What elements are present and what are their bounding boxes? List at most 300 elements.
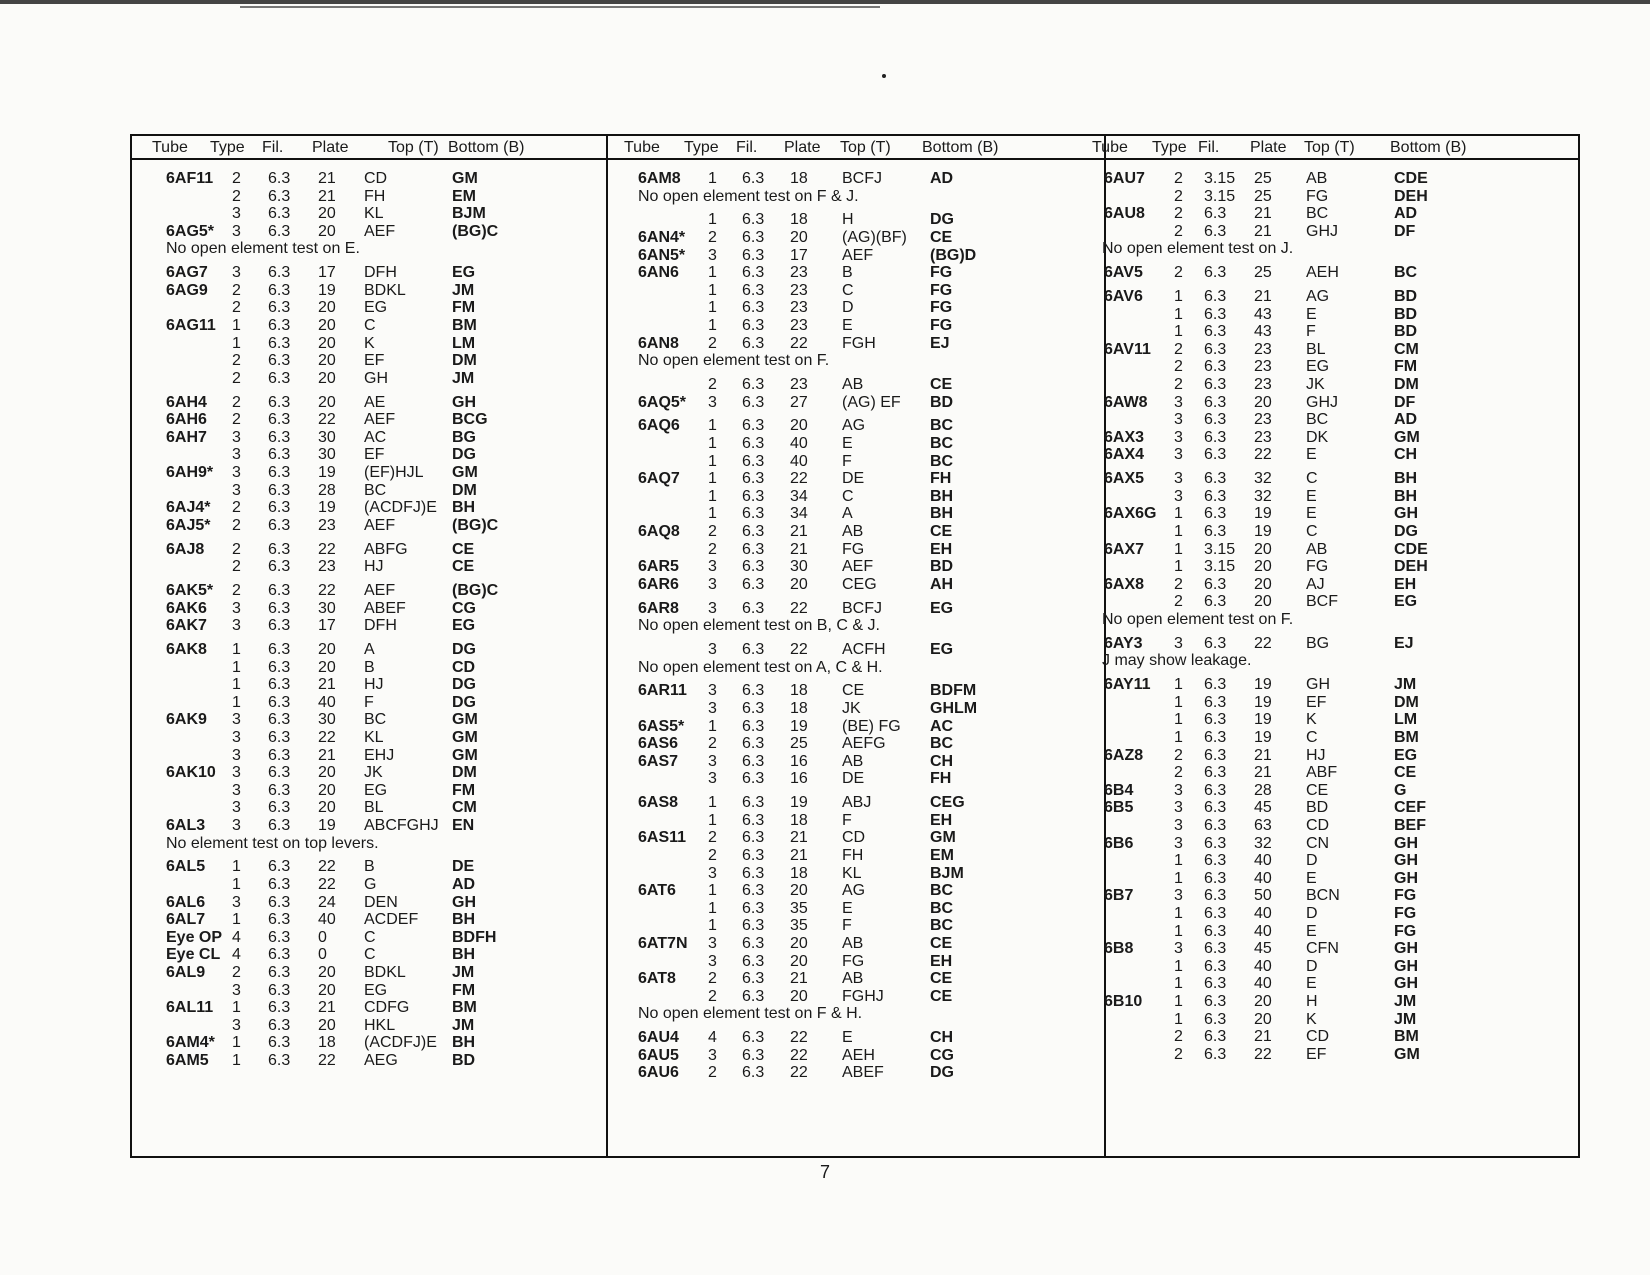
cell-top: AC xyxy=(364,428,387,446)
tube-row xyxy=(132,394,608,412)
cell-plate: 30 xyxy=(318,599,336,617)
cell-bottom: BH xyxy=(452,1034,476,1052)
cell-fil: 6.3 xyxy=(742,752,765,770)
cell-type: 3 xyxy=(708,935,717,952)
cell-bottom: CE xyxy=(930,229,953,246)
cell-tube: 6AF11 xyxy=(166,170,214,187)
cell-type: 3 xyxy=(232,781,241,799)
cell-bottom: BD xyxy=(1394,288,1418,305)
tube-row xyxy=(1104,729,1578,747)
cell-plate: 30 xyxy=(318,446,336,464)
cell-fil: 6.3 xyxy=(1204,852,1227,870)
tube-row xyxy=(608,317,1104,335)
cell-type: 1 xyxy=(232,858,241,876)
tube-row xyxy=(608,1064,1104,1082)
cell-type: 1 xyxy=(708,487,717,505)
cell-bottom: CG xyxy=(452,599,476,617)
tube-row xyxy=(1104,676,1578,694)
header-tube: Tube xyxy=(152,139,188,156)
cell-plate: 25 xyxy=(1254,187,1272,205)
cell-plate: 19 xyxy=(1254,729,1272,746)
cell-fil: 6.3 xyxy=(1204,975,1227,993)
tube-row xyxy=(1104,593,1578,611)
speck-mark xyxy=(882,74,886,78)
page-top-edge xyxy=(0,0,1650,4)
cell-type: 1 xyxy=(1174,693,1183,711)
tube-row xyxy=(1104,635,1578,653)
header-top: Top (T) xyxy=(388,139,439,156)
cell-bottom: BCG xyxy=(452,411,488,429)
tube-row xyxy=(608,682,1104,700)
cell-type: 1 xyxy=(1174,852,1183,870)
cell-top: BDKL xyxy=(364,281,406,299)
cell-plate: 21 xyxy=(318,746,336,764)
cell-fil: 6.3 xyxy=(268,641,291,658)
cell-fil: 6.3 xyxy=(268,481,291,499)
cell-plate: 17 xyxy=(318,617,336,635)
cell-fil: 6.3 xyxy=(742,794,765,812)
cell-plate: 17 xyxy=(318,264,336,282)
cell-tube: 6AS8 xyxy=(638,794,679,812)
cell-type: 1 xyxy=(232,334,241,352)
cell-tube: 6AQ6 xyxy=(638,417,680,435)
tube-row xyxy=(132,617,608,635)
cell-top: ABJ xyxy=(842,794,872,812)
cell-type: 2 xyxy=(232,411,241,429)
tube-row xyxy=(132,1052,608,1070)
test-note: No open element test on J. xyxy=(1102,240,1294,258)
cell-type: 2 xyxy=(1174,746,1183,764)
cell-type: 1 xyxy=(708,794,717,812)
cell-type: 2 xyxy=(708,376,717,393)
cell-tube: Eye OP xyxy=(166,928,223,946)
cell-fil: 6.3 xyxy=(268,876,291,893)
cell-top: GH xyxy=(364,369,388,387)
cell-top: EF xyxy=(1306,1045,1327,1063)
cell-fil: 6.3 xyxy=(742,334,765,352)
cell-bottom: BD xyxy=(1394,305,1418,323)
cell-plate: 28 xyxy=(318,481,336,499)
cell-type: 3 xyxy=(232,464,241,481)
cell-tube: 6AQ7 xyxy=(638,470,680,488)
cell-top: FGH xyxy=(842,334,876,352)
tube-row xyxy=(132,541,608,559)
cell-bottom: DF xyxy=(1394,393,1416,411)
cell-bottom: EJ xyxy=(1394,634,1414,652)
cell-plate: 19 xyxy=(318,281,336,299)
cell-top: G xyxy=(364,876,377,893)
tube-row xyxy=(132,223,608,241)
cell-fil: 6.3 xyxy=(268,981,291,999)
cell-bottom: BC xyxy=(930,435,954,452)
cell-type: 1 xyxy=(708,470,717,488)
cell-top: B xyxy=(842,264,853,282)
cell-bottom: DM xyxy=(1394,693,1419,711)
cell-bottom: DEH xyxy=(1394,558,1428,576)
tube-row xyxy=(608,735,1104,753)
tube-row xyxy=(132,711,608,729)
cell-bottom: BH xyxy=(1394,487,1418,505)
cell-top: KL xyxy=(364,729,384,746)
cell-fil: 6.3 xyxy=(742,987,765,1005)
cell-tube: 6AU4 xyxy=(638,1029,679,1047)
tube-row xyxy=(1104,887,1578,905)
cell-plate: 20 xyxy=(790,987,808,1005)
cell-bottom: (BG)C xyxy=(452,222,499,240)
tube-row xyxy=(608,435,1104,453)
cell-tube: 6AN6 xyxy=(638,264,679,282)
cell-top: GH xyxy=(1306,676,1330,694)
cell-type: 3 xyxy=(1174,393,1183,411)
cell-top: K xyxy=(364,334,375,352)
cell-type: 3 xyxy=(708,770,717,788)
cell-plate: 20 xyxy=(790,935,808,952)
cell-top: FG xyxy=(1306,558,1329,576)
cell-type: 1 xyxy=(232,911,241,929)
cell-type: 2 xyxy=(708,334,717,352)
cell-plate: 19 xyxy=(318,464,336,481)
tube-row xyxy=(1104,170,1578,188)
cell-fil: 6.3 xyxy=(268,711,291,729)
cell-plate: 21 xyxy=(790,847,808,864)
tube-row xyxy=(132,582,608,600)
cell-top: AEH xyxy=(842,1046,875,1064)
cell-tube: 6AG5* xyxy=(166,222,215,240)
cell-top: CEG xyxy=(842,575,877,593)
cell-bottom: AD xyxy=(1394,411,1418,429)
cell-top: E xyxy=(842,435,853,452)
cell-fil: 6.3 xyxy=(742,682,765,700)
cell-tube: 6AU7 xyxy=(1104,170,1145,187)
cell-plate: 32 xyxy=(1254,470,1272,488)
cell-type: 2 xyxy=(708,970,717,988)
cell-type: 2 xyxy=(1174,187,1183,205)
cell-plate: 20 xyxy=(318,352,336,370)
cell-top: CFN xyxy=(1306,940,1339,958)
cell-bottom: JM xyxy=(1394,1010,1417,1028)
cell-tube: 6AX5 xyxy=(1104,470,1145,488)
cell-plate: 22 xyxy=(790,1046,808,1064)
cell-type: 1 xyxy=(708,811,717,829)
tube-row xyxy=(608,453,1104,471)
cell-type: 1 xyxy=(1174,558,1183,576)
cell-fil: 6.3 xyxy=(742,770,765,788)
cell-bottom: BC xyxy=(930,899,954,917)
cell-fil: 6.3 xyxy=(268,352,291,370)
cell-plate: 22 xyxy=(790,641,808,658)
tube-row xyxy=(132,370,608,388)
cell-bottom: GM xyxy=(1394,1045,1420,1063)
cell-fil: 6.3 xyxy=(1204,523,1227,540)
cell-tube: 6B6 xyxy=(1104,834,1134,852)
cell-type: 3 xyxy=(1174,817,1183,834)
tube-row xyxy=(1104,358,1578,376)
tube-row xyxy=(1104,905,1578,923)
tube-row xyxy=(608,576,1104,594)
cell-top: HJ xyxy=(364,558,384,576)
cell-bottom: GH xyxy=(1394,940,1418,958)
cell-top: EG xyxy=(1306,358,1330,376)
tube-row xyxy=(608,917,1104,935)
cell-bottom: AH xyxy=(930,575,954,593)
cell-fil: 6.3 xyxy=(742,505,765,523)
cell-type: 3 xyxy=(708,599,717,617)
cell-top: EF xyxy=(364,352,385,370)
cell-tube: 6AL9 xyxy=(166,964,206,981)
cell-type: 2 xyxy=(232,540,241,558)
header-top: Top (T) xyxy=(1304,139,1355,156)
cell-bottom: EH xyxy=(930,811,953,829)
cell-bottom: (BG)C xyxy=(452,516,499,534)
cell-plate: 23 xyxy=(790,317,808,334)
cell-plate: 20 xyxy=(1254,993,1272,1010)
tube-row xyxy=(132,411,608,429)
cell-top: C xyxy=(1306,523,1318,540)
cell-fil: 6.3 xyxy=(742,540,765,558)
cell-plate: 20 xyxy=(318,369,336,387)
page-number: 7 xyxy=(819,1162,830,1182)
cell-top: E xyxy=(1306,869,1317,887)
tube-row xyxy=(608,488,1104,506)
cell-top: AB xyxy=(842,970,864,988)
cell-fil: 6.3 xyxy=(268,1016,291,1034)
cell-type: 1 xyxy=(1174,922,1183,940)
cell-plate: 43 xyxy=(1254,323,1272,341)
cell-top: AB xyxy=(1306,540,1328,558)
cell-bottom: BD xyxy=(1394,323,1418,341)
tube-row xyxy=(608,641,1104,659)
cell-bottom: DG xyxy=(452,641,476,658)
cell-fil: 6.3 xyxy=(1204,634,1227,652)
cell-fil: 6.3 xyxy=(742,229,765,246)
cell-type: 3 xyxy=(232,264,241,282)
tube-row xyxy=(608,829,1104,847)
cell-type: 1 xyxy=(708,917,717,935)
cell-bottom: GH xyxy=(1394,505,1418,523)
cell-bottom: FH xyxy=(930,470,952,488)
cell-fil: 6.3 xyxy=(1204,593,1227,611)
cell-tube: 6AG9 xyxy=(166,281,208,299)
cell-bottom: EG xyxy=(452,617,476,635)
tube-row xyxy=(132,641,608,659)
cell-plate: 23 xyxy=(790,281,808,299)
cell-type: 1 xyxy=(232,999,241,1017)
cell-top: F xyxy=(842,452,852,470)
cell-type: 3 xyxy=(1174,487,1183,505)
cell-plate: 19 xyxy=(1254,711,1272,729)
cell-type: 1 xyxy=(232,1034,241,1052)
cell-top: HJ xyxy=(1306,746,1326,764)
cell-bottom: BH xyxy=(452,499,476,517)
cell-top: EF xyxy=(1306,693,1327,711)
cell-type: 3 xyxy=(708,864,717,882)
cell-plate: 20 xyxy=(790,575,808,593)
cell-fil: 6.3 xyxy=(1204,222,1227,240)
cell-top: A xyxy=(364,641,375,658)
cell-top: EF xyxy=(364,446,385,464)
cell-fil: 6.3 xyxy=(1204,781,1227,799)
cell-fil: 6.3 xyxy=(1204,817,1227,834)
cell-type: 2 xyxy=(232,170,241,187)
cell-fil: 6.3 xyxy=(1204,487,1227,505)
tube-row xyxy=(1104,993,1578,1011)
cell-top: AEF xyxy=(364,516,396,534)
cell-plate: 19 xyxy=(790,794,808,812)
cell-plate: 20 xyxy=(318,317,336,334)
cell-fil: 6.3 xyxy=(1204,887,1227,905)
tube-row xyxy=(608,394,1104,412)
cell-top: BDKL xyxy=(364,964,406,981)
cell-bottom: BM xyxy=(452,317,477,334)
cell-top: (BE) FG xyxy=(842,717,901,735)
cell-type: 1 xyxy=(708,317,717,334)
cell-plate: 18 xyxy=(790,700,808,717)
cell-bottom: CE xyxy=(452,540,475,558)
tube-row xyxy=(608,558,1104,576)
cell-plate: 18 xyxy=(318,1034,336,1052)
cell-bottom: FH xyxy=(930,770,952,788)
tube-row xyxy=(132,1034,608,1052)
tube-row xyxy=(132,782,608,800)
cell-tube: 6B5 xyxy=(1104,799,1134,817)
cell-type: 3 xyxy=(232,222,241,240)
cell-top: E xyxy=(842,899,853,917)
cell-bottom: DG xyxy=(1394,523,1418,540)
tube-row xyxy=(1104,394,1578,412)
cell-top: F xyxy=(364,693,374,711)
cell-plate: 21 xyxy=(790,970,808,988)
cell-fil: 6.3 xyxy=(268,746,291,764)
cell-tube: 6AT8 xyxy=(638,970,676,988)
tube-row xyxy=(132,464,608,482)
cell-bottom: AD xyxy=(452,876,476,893)
tube-row xyxy=(132,817,608,835)
cell-tube: 6AV6 xyxy=(1104,288,1143,305)
tube-row xyxy=(608,229,1104,247)
cell-plate: 21 xyxy=(318,187,336,205)
tube-row xyxy=(132,676,608,694)
cell-bottom: CDE xyxy=(1394,170,1428,187)
test-note: No open element test on F & J. xyxy=(638,187,859,205)
cell-bottom: EG xyxy=(1394,593,1418,611)
cell-bottom: EN xyxy=(452,817,475,834)
tube-row xyxy=(132,964,608,982)
cell-tube: 6AN5* xyxy=(638,246,686,264)
cell-type: 2 xyxy=(232,299,241,317)
cell-type: 2 xyxy=(708,987,717,1005)
cell-bottom: EM xyxy=(452,187,476,205)
cell-plate: 21 xyxy=(790,523,808,540)
cell-tube: 6AK9 xyxy=(166,711,207,729)
cell-type: 1 xyxy=(232,317,241,334)
cell-top: K xyxy=(1306,711,1317,729)
tube-row xyxy=(1104,323,1578,341)
cell-bottom: CE xyxy=(930,935,953,952)
cell-bottom: DM xyxy=(452,352,477,370)
cell-fil: 6.3 xyxy=(268,817,291,834)
cell-fil: 6.3 xyxy=(1204,940,1227,958)
cell-tube: 6AS6 xyxy=(638,735,679,753)
cell-fil: 6.3 xyxy=(268,499,291,517)
cell-bottom: GM xyxy=(930,829,956,847)
cell-type: 2 xyxy=(1174,170,1183,187)
cell-bottom: AC xyxy=(930,717,954,735)
cell-top: H xyxy=(842,211,854,229)
cell-fil: 6.3 xyxy=(268,1034,291,1052)
cell-fil: 6.3 xyxy=(268,964,291,981)
cell-plate: 20 xyxy=(318,964,336,981)
cell-plate: 21 xyxy=(1254,205,1272,223)
cell-top: ABFG xyxy=(364,540,408,558)
cell-fil: 6.3 xyxy=(1204,1045,1227,1063)
cell-plate: 22 xyxy=(1254,634,1272,652)
cell-fil: 6.3 xyxy=(1204,905,1227,922)
cell-type: 3 xyxy=(232,817,241,834)
column-header xyxy=(1092,136,1578,160)
cell-plate: 20 xyxy=(318,1016,336,1034)
cell-bottom: EH xyxy=(930,540,953,558)
cell-fil: 6.3 xyxy=(742,435,765,452)
cell-fil: 6.3 xyxy=(742,170,765,187)
cell-top: F xyxy=(1306,323,1316,341)
cell-plate: 22 xyxy=(790,470,808,488)
cell-type: 2 xyxy=(232,558,241,576)
cell-fil: 6.3 xyxy=(742,864,765,882)
cell-fil: 6.3 xyxy=(742,246,765,264)
cell-bottom: GM xyxy=(452,464,478,481)
cell-top: FH xyxy=(842,847,864,864)
cell-type: 2 xyxy=(232,964,241,981)
cell-type: 1 xyxy=(1174,540,1183,558)
cell-type: 1 xyxy=(1174,1010,1183,1028)
cell-plate: 19 xyxy=(1254,505,1272,523)
tube-row xyxy=(132,600,608,618)
cell-type: 2 xyxy=(708,229,717,246)
cell-bottom: CH xyxy=(930,752,954,770)
cell-type: 1 xyxy=(1174,993,1183,1010)
cell-fil: 6.3 xyxy=(268,599,291,617)
cell-plate: 18 xyxy=(790,211,808,229)
tube-row xyxy=(1104,975,1578,993)
cell-bottom: CE xyxy=(1394,764,1417,782)
cell-top: EG xyxy=(364,981,388,999)
cell-fil: 6.3 xyxy=(1204,323,1227,341)
tube-column-1 xyxy=(132,136,608,1156)
cell-fil: 3.15 xyxy=(1204,558,1236,576)
cell-bottom: BEF xyxy=(1394,817,1426,834)
cell-top: AEF xyxy=(364,411,396,429)
cell-fil: 6.3 xyxy=(742,970,765,988)
cell-tube: 6AK10 xyxy=(166,764,216,782)
cell-bottom: FG xyxy=(930,281,953,299)
tube-column-3 xyxy=(1092,136,1578,1156)
cell-bottom: BC xyxy=(1394,264,1418,282)
cell-top: E xyxy=(842,317,853,334)
cell-bottom: EM xyxy=(930,847,954,864)
tube-row xyxy=(132,317,608,335)
cell-tube: 6AY3 xyxy=(1104,634,1143,652)
cell-fil: 6.3 xyxy=(1204,711,1227,729)
cell-plate: 20 xyxy=(318,764,336,782)
cell-top: BCFJ xyxy=(842,599,882,617)
cell-top: FGHJ xyxy=(842,987,884,1005)
tube-column-2 xyxy=(608,136,1104,1156)
cell-fil: 6.3 xyxy=(268,222,291,240)
cell-bottom: BJM xyxy=(930,864,964,882)
cell-fil: 6.3 xyxy=(742,599,765,617)
cell-fil: 6.3 xyxy=(742,1064,765,1082)
cell-type: 2 xyxy=(1174,358,1183,376)
